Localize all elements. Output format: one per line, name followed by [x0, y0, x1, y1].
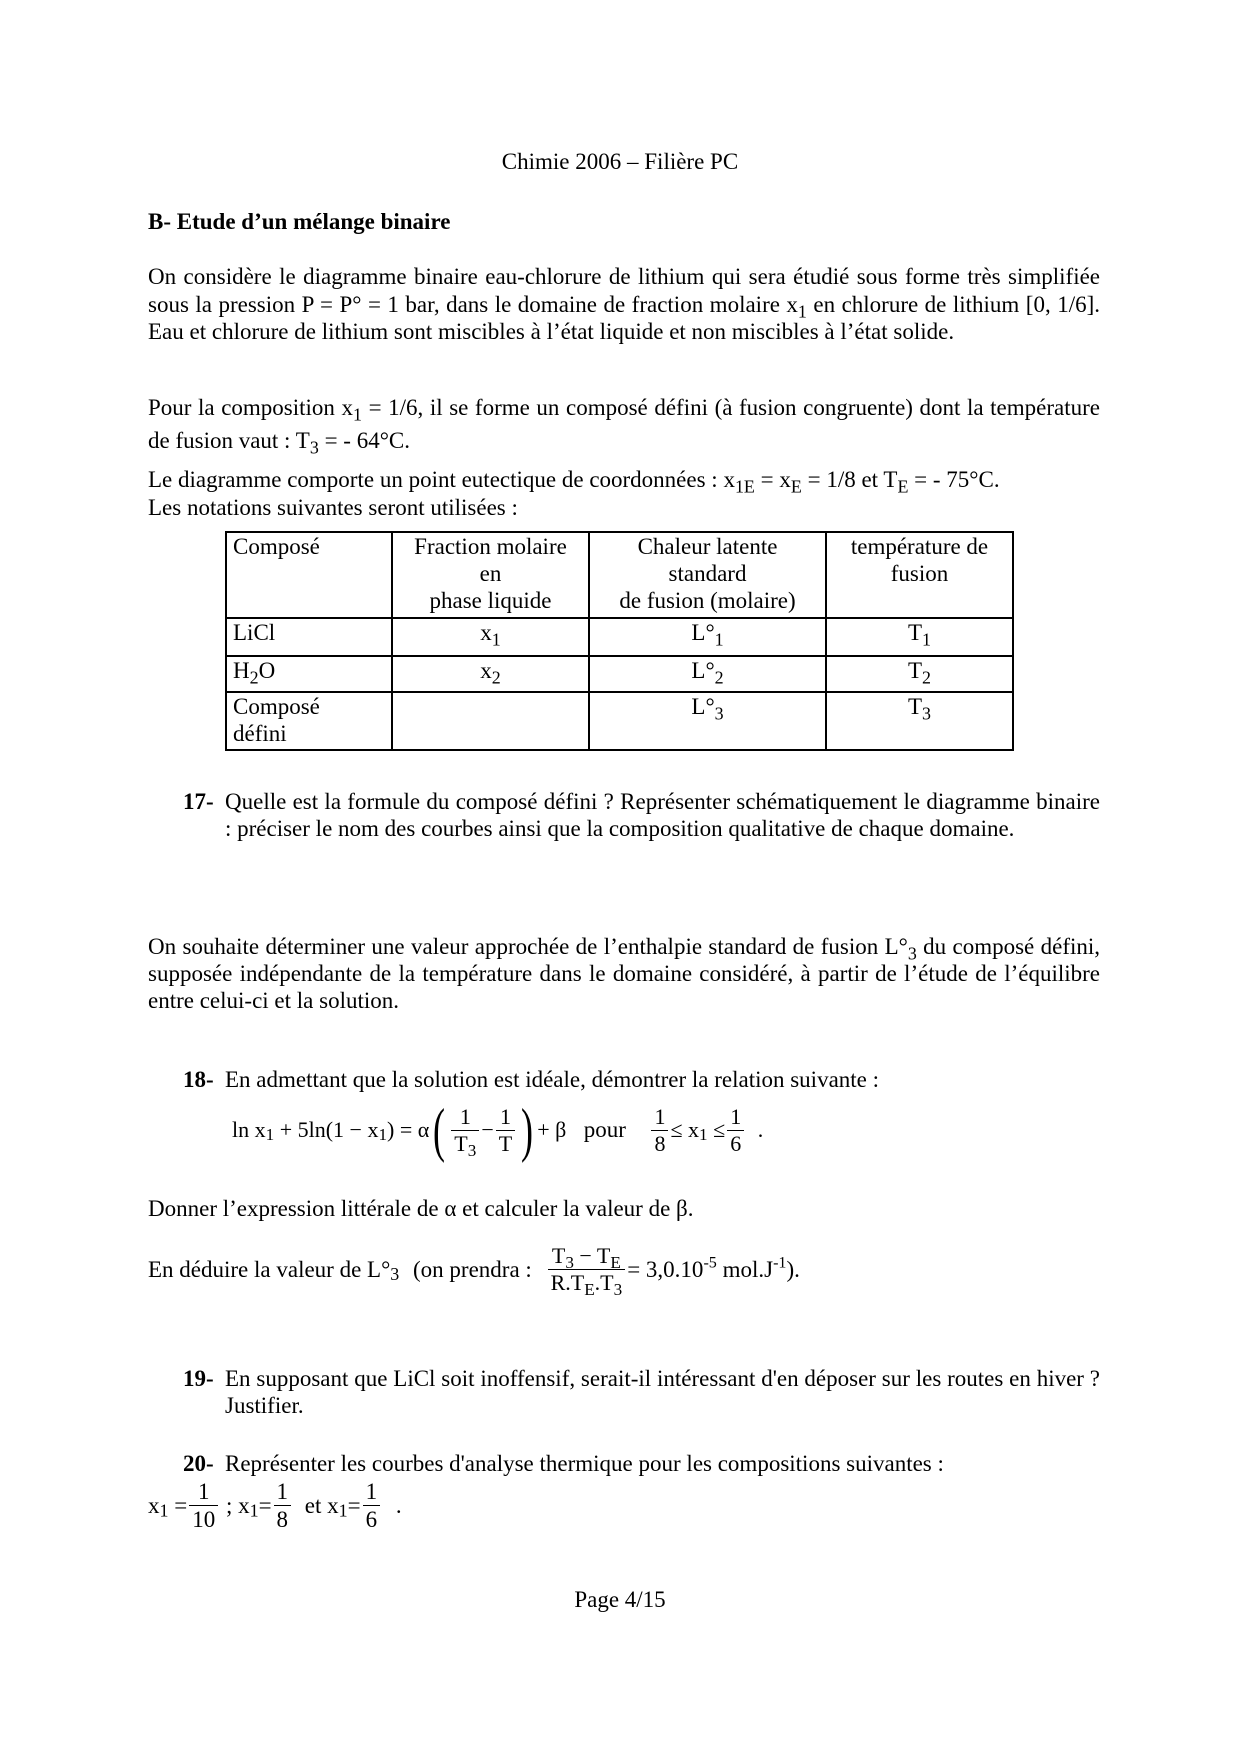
q18-line3 — [148, 1243, 800, 1300]
page-header — [0, 148, 1240, 175]
intro-p3-a: Le diagramme comporte un point eutectique de coordonnées : x — [148, 467, 735, 492]
frac5-num-sub2: E — [610, 1253, 621, 1273]
frac1-den-t: T — [454, 1130, 468, 1156]
q20-text — [225, 1450, 944, 1477]
table-cell — [226, 692, 392, 750]
header-temp-l1: température de — [850, 534, 989, 559]
eq-mid: + 5ln(1 − x — [274, 1117, 379, 1143]
table-cell — [392, 692, 589, 750]
comp-f2-den: 8 — [274, 1505, 292, 1533]
section-title — [148, 208, 450, 235]
cell-h2o-sub: 2 — [249, 667, 259, 688]
comp-f3-den: 6 — [363, 1505, 381, 1533]
cell-l3-sub: 3 — [714, 703, 724, 724]
intro-p3-sub3: E — [897, 476, 909, 497]
comp-f2-num: 1 — [276, 1479, 289, 1504]
frac3-den: 8 — [651, 1130, 668, 1157]
comp-f3-num: 1 — [365, 1479, 378, 1504]
intro-p1-sub: 1 — [797, 300, 807, 321]
table-row — [226, 618, 1013, 656]
middle-b: du composé défini, supposée indépendante de la température dans le domaine considéré, à partir de l’étude de l’équilibre entre celui-ci et la solution. — [148, 934, 1101, 1014]
equation-18 — [232, 1097, 764, 1163]
cell-x2-sub: 2 — [491, 667, 501, 688]
frac-t3-te — [548, 1243, 626, 1300]
table-header-cell — [392, 532, 589, 618]
frac1-den-sub: 3 — [467, 1140, 477, 1160]
frac-1-over-10 — [189, 1478, 218, 1533]
cell-t2-sub: 2 — [922, 667, 932, 688]
line3-sub: 3 — [390, 1264, 400, 1285]
eq-plus-beta: + β — [537, 1117, 567, 1143]
table-header-row — [226, 532, 1013, 618]
cell-l3: L° — [691, 694, 715, 719]
frac5-num-b: − T — [573, 1243, 611, 1268]
frac-1-over-t3 — [451, 1103, 479, 1160]
frac-1-over-t — [496, 1104, 515, 1157]
frac-1-over-8 — [651, 1104, 668, 1157]
intro-p2-a: Pour la composition x — [148, 395, 354, 420]
header-compose: Composé — [233, 534, 320, 559]
intro-p2-c: = - 64°C. — [318, 428, 410, 454]
section-title-text: B- Etude d’un mélange binaire — [148, 209, 451, 234]
frac4-num: 1 — [730, 1103, 742, 1129]
cell-l1-sub: 1 — [714, 629, 724, 650]
q19-text — [225, 1365, 1100, 1419]
line3-d: mol.J — [716, 1256, 774, 1282]
line3-b: (on prendra : — [413, 1256, 532, 1282]
intro-p3-b: = x — [754, 467, 791, 492]
header-latent-l3: de fusion (molaire) — [619, 587, 796, 613]
table-cell — [826, 692, 1013, 750]
q18-text-span: En admettant que la solution est idéale, démontrer la relation suivante : — [225, 1067, 880, 1092]
intro-p1-a: On considère le diagramme binaire eau-chlorure de lithium qui sera étudié sous forme très simplifiée sous la pression P = P° = 1 bar, dans le domaine de fraction molaire x — [148, 264, 1100, 317]
intro-p2-sub2: 3 — [309, 437, 319, 458]
line3-sup1: -5 — [703, 1254, 717, 1272]
intro-paragraph-4 — [148, 494, 518, 521]
comp-et: et x — [304, 1493, 339, 1519]
comp-eq1: = — [174, 1493, 188, 1519]
cell-x2: x — [480, 658, 492, 683]
line3-e: ). — [786, 1256, 800, 1282]
frac5-den — [548, 1269, 626, 1300]
comp-sep1-sub: 1 — [249, 1500, 259, 1521]
eq-pour: pour — [583, 1117, 626, 1143]
table-row — [226, 692, 1013, 750]
cell-t2: T — [907, 658, 923, 683]
frac-1-over-6 — [727, 1104, 744, 1157]
line3-a: En déduire la valeur de L° — [148, 1256, 391, 1282]
cell-t3: T — [907, 694, 923, 719]
notation-table — [225, 531, 1014, 751]
frac5-num-sub1: 3 — [565, 1253, 574, 1273]
frac-1-over-6-b — [363, 1478, 381, 1533]
cell-x1-sub: 1 — [491, 629, 501, 650]
frac3-num: 1 — [654, 1103, 666, 1129]
table-cell — [589, 656, 826, 692]
table-cell — [589, 692, 826, 750]
q17-number-text: 17- — [183, 789, 214, 814]
comp-eq2: = — [258, 1493, 272, 1519]
line3-c: = 3,0.10 — [627, 1256, 704, 1282]
comp-end: . — [395, 1493, 402, 1519]
frac2-den: T — [496, 1130, 515, 1157]
eq-period: . — [757, 1117, 764, 1143]
intro-p2-b: = 1/6, il se forme un composé défini (à fusion congruente) dont la température de fusion vaut : T — [148, 395, 1100, 454]
table-cell — [226, 618, 392, 656]
intro-p4: Les notations suivantes seront utilisées : — [148, 495, 518, 520]
header-latent-l1: Chaleur latente — [637, 534, 778, 559]
q18-line2-text: Donner l’expression littérale de α et calculer la valeur de β. — [148, 1196, 694, 1221]
table-cell — [226, 656, 392, 692]
comp-f1-num: 1 — [197, 1479, 210, 1504]
table-header-cell — [589, 532, 826, 618]
cell-compose-l1: Composé — [233, 694, 320, 719]
eq-right: ) = α — [387, 1117, 430, 1143]
frac4-den: 6 — [727, 1130, 744, 1157]
middle-a: On souhaite déterminer une valeur approchée de l’enthalpie standard de fusion L° — [148, 934, 908, 959]
header-title: Chimie 2006 – Filière PC — [501, 149, 739, 174]
table-cell — [589, 618, 826, 656]
table-header-cell — [826, 532, 1013, 618]
eq-ln: ln x — [232, 1117, 266, 1143]
eq-ineq: ≤ x — [670, 1117, 700, 1143]
q17-number — [183, 788, 214, 815]
middle-sub: 3 — [907, 943, 917, 964]
cell-compose-l2: défini — [233, 720, 287, 746]
q17-text-span: Quelle est la formule du composé défini ? Représenter schématiquement le diagramme binaire : préciser le nom des courbes ainsi que la composition qualitative de chaque domaine. — [225, 789, 1100, 842]
q19-text-span: En supposant que LiCl soit inoffensif, serait-il intéressant d'en déposer sur les routes en hiver ? Justifier. — [225, 1366, 1100, 1419]
intro-paragraph-1 — [148, 263, 1100, 346]
intro-paragraph-3 — [148, 466, 1108, 497]
q19-number — [183, 1365, 214, 1392]
table-cell — [392, 618, 589, 656]
q20-number-text: 20- — [183, 1451, 214, 1476]
intro-p2-sub1: 1 — [353, 404, 362, 425]
frac1-den — [451, 1130, 479, 1160]
middle-paragraph — [148, 933, 1100, 1014]
cell-x1: x — [480, 620, 492, 645]
comp-f1-den: 10 — [189, 1505, 218, 1533]
header-latent-l2: standard — [668, 560, 747, 586]
eq-sub2: 1 — [378, 1125, 388, 1145]
cell-h2o-a: H — [233, 658, 250, 683]
frac5-den-sub1: E — [584, 1280, 595, 1300]
intro-p3-d: = - 75°C. — [908, 467, 1000, 492]
cell-licl: LiCl — [233, 620, 276, 645]
page-footer — [0, 1586, 1240, 1613]
eq-ineq-sub: 1 — [699, 1125, 708, 1145]
frac2-num: 1 — [499, 1103, 511, 1129]
q18-number-text: 18- — [183, 1067, 214, 1092]
q19-number-text: 19- — [183, 1366, 214, 1391]
header-fraction-l2: en — [479, 560, 502, 586]
header-temp-l2: fusion — [890, 560, 949, 586]
header-fraction-l1: Fraction molaire — [414, 534, 567, 559]
intro-paragraph-2 — [148, 391, 1100, 458]
line3-sup2: -1 — [773, 1254, 787, 1272]
cell-l1: L° — [691, 620, 715, 645]
header-fraction-l3: phase liquide — [429, 587, 552, 613]
cell-t1: T — [907, 620, 923, 645]
cell-h2o-b: O — [258, 658, 276, 683]
frac1-num: 1 — [459, 1103, 471, 1129]
comp-sep1: ; x — [225, 1493, 250, 1519]
frac5-num-a: T — [551, 1243, 566, 1268]
intro-p1-b: en chlorure de lithium [0, 1/6]. Eau et chlorure de lithium sont miscibles à l’état liquide et non miscibles à l’état solide. — [148, 291, 1100, 345]
left-paren: ( — [433, 1097, 446, 1163]
eq-sub1: 1 — [265, 1125, 275, 1145]
table-cell — [392, 656, 589, 692]
q20-number — [183, 1450, 214, 1477]
intro-p3-c: = 1/8 et T — [801, 467, 898, 492]
table-cell — [826, 656, 1013, 692]
comp-eq3: = — [347, 1493, 361, 1519]
table-header-cell — [226, 532, 392, 618]
cell-t3-sub: 3 — [922, 703, 932, 724]
frac5-den-b: .T — [594, 1269, 614, 1295]
intro-p3-sub2: E — [790, 476, 802, 497]
q18-number — [183, 1066, 214, 1093]
cell-t1-sub: 1 — [922, 629, 932, 650]
comp-x: x — [148, 1493, 160, 1519]
frac-1-over-8-b — [274, 1478, 292, 1533]
frac5-num — [548, 1243, 626, 1273]
q17-text — [225, 788, 1100, 842]
page-number: Page 4/15 — [574, 1587, 666, 1612]
table-cell — [826, 618, 1013, 656]
table-row — [226, 656, 1013, 692]
frac5-den-sub2: 3 — [613, 1280, 623, 1300]
q18-line2 — [148, 1195, 694, 1222]
q20-compositions — [148, 1478, 402, 1533]
intro-p3-sub1: 1E — [734, 476, 755, 497]
eq-ineq2: ≤ — [713, 1117, 726, 1143]
cell-l2: L° — [691, 658, 715, 683]
right-paren: ) — [521, 1097, 534, 1163]
cell-l2-sub: 2 — [714, 667, 724, 688]
comp-x-sub: 1 — [159, 1500, 169, 1521]
q20-text-span: Représenter les courbes d'analyse thermique pour les compositions suivantes : — [225, 1451, 944, 1476]
eq-minus: − — [481, 1117, 494, 1143]
frac5-den-a: R.T — [550, 1269, 585, 1295]
q18-text — [225, 1066, 879, 1093]
comp-et-sub: 1 — [338, 1500, 348, 1521]
